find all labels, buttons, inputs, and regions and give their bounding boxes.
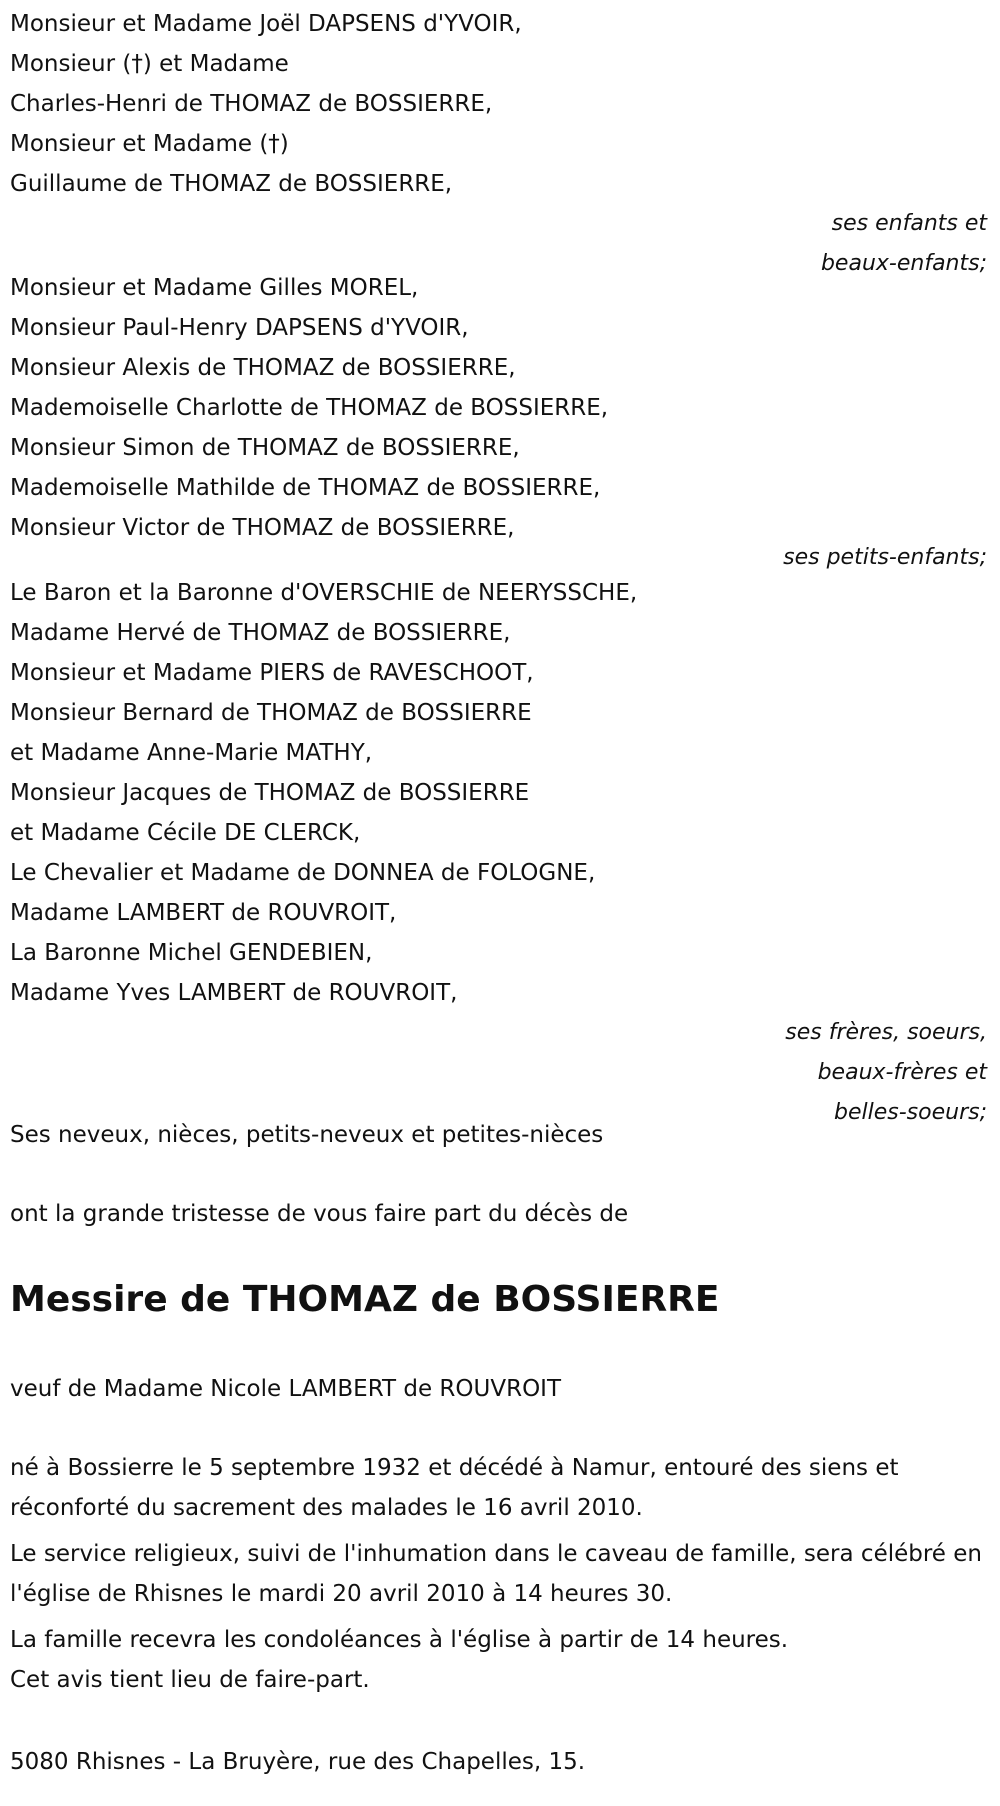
- notice-line: Cet avis tient lieu de faire-part.: [10, 1667, 370, 1693]
- family-line: Monsieur Alexis de THOMAZ de BOSSIERRE,: [10, 355, 516, 381]
- family-line: Monsieur et Madame Joël DAPSENS d'YVOIR,: [10, 11, 522, 37]
- family-line: La Baronne Michel GENDEBIEN,: [10, 940, 373, 966]
- grandchildren-section: [10, 268, 995, 578]
- relationship-label: ses petits-enfants;: [783, 545, 987, 570]
- family-line: Madame LAMBERT de ROUVROIT,: [10, 900, 397, 926]
- family-line: Monsieur Paul-Henry DAPSENS d'YVOIR,: [10, 315, 469, 341]
- family-line: Monsieur et Madame (†): [10, 131, 289, 157]
- birth-death-paragraph: né à Bossierre le 5 septembre 1932 et décédé à Namur, entouré des siens et réconforté du sacrement des malades le 16 avril 2010.: [10, 1455, 899, 1521]
- family-line: et Madame Cécile DE CLERCK,: [10, 820, 361, 846]
- family-line: Mademoiselle Mathilde de THOMAZ de BOSSIERRE,: [10, 475, 601, 501]
- family-line: Charles-Henri de THOMAZ de BOSSIERRE,: [10, 91, 493, 117]
- deceased-name-heading: Messire de THOMAZ de BOSSIERRE: [10, 1279, 720, 1320]
- family-line: Le Baron et la Baronne d'OVERSCHIE de NEERYSSCHE,: [10, 580, 638, 606]
- announcement-line: ont la grande tristesse de vous faire part du décès de: [10, 1201, 629, 1227]
- address-line: 5080 Rhisnes - La Bruyère, rue des Chapelles, 15.: [10, 1749, 586, 1775]
- family-line: et Madame Anne-Marie MATHY,: [10, 740, 373, 766]
- relationship-label: beaux-frères et: [817, 1060, 987, 1085]
- family-line: Monsieur (†) et Madame: [10, 51, 289, 77]
- family-line: Mademoiselle Charlotte de THOMAZ de BOSSIERRE,: [10, 395, 609, 421]
- condolences-line: La famille recevra les condoléances à l'église à partir de 14 heures.: [10, 1627, 789, 1653]
- relationship-label: belles-soeurs;: [834, 1100, 987, 1125]
- family-line: Le Chevalier et Madame de DONNEA de FOLOGNE,: [10, 860, 596, 886]
- family-line: Monsieur et Madame Gilles MOREL,: [10, 275, 419, 301]
- family-line: Madame Yves LAMBERT de ROUVROIT,: [10, 980, 458, 1006]
- nephews-line: Ses neveux, nièces, petits-neveux et petites-nièces: [10, 1122, 604, 1148]
- family-line: Guillaume de THOMAZ de BOSSIERRE,: [10, 171, 453, 197]
- relationship-label: beaux-enfants;: [820, 251, 987, 276]
- relationship-label: ses frères, soeurs,: [785, 1020, 987, 1045]
- family-line: Madame Hervé de THOMAZ de BOSSIERRE,: [10, 620, 511, 646]
- widower-line: veuf de Madame Nicole LAMBERT de ROUVROIT: [10, 1376, 562, 1402]
- family-line: Monsieur et Madame PIERS de RAVESCHOOT,: [10, 660, 534, 686]
- family-line: Monsieur Simon de THOMAZ de BOSSIERRE,: [10, 435, 520, 461]
- family-line: Monsieur Bernard de THOMAZ de BOSSIERRE: [10, 700, 532, 726]
- service-paragraph: Le service religieux, suivi de l'inhumation dans le caveau de famille, sera célébré en l'église de Rhisnes le mardi 20 avril 2010 à 14 heures 30.: [10, 1541, 982, 1607]
- relationship-label: ses enfants et: [831, 211, 987, 236]
- children-section: [10, 4, 995, 284]
- family-line: Monsieur Jacques de THOMAZ de BOSSIERRE: [10, 780, 530, 806]
- siblings-section: [10, 573, 995, 1133]
- family-line: Monsieur Victor de THOMAZ de BOSSIERRE,: [10, 515, 515, 541]
